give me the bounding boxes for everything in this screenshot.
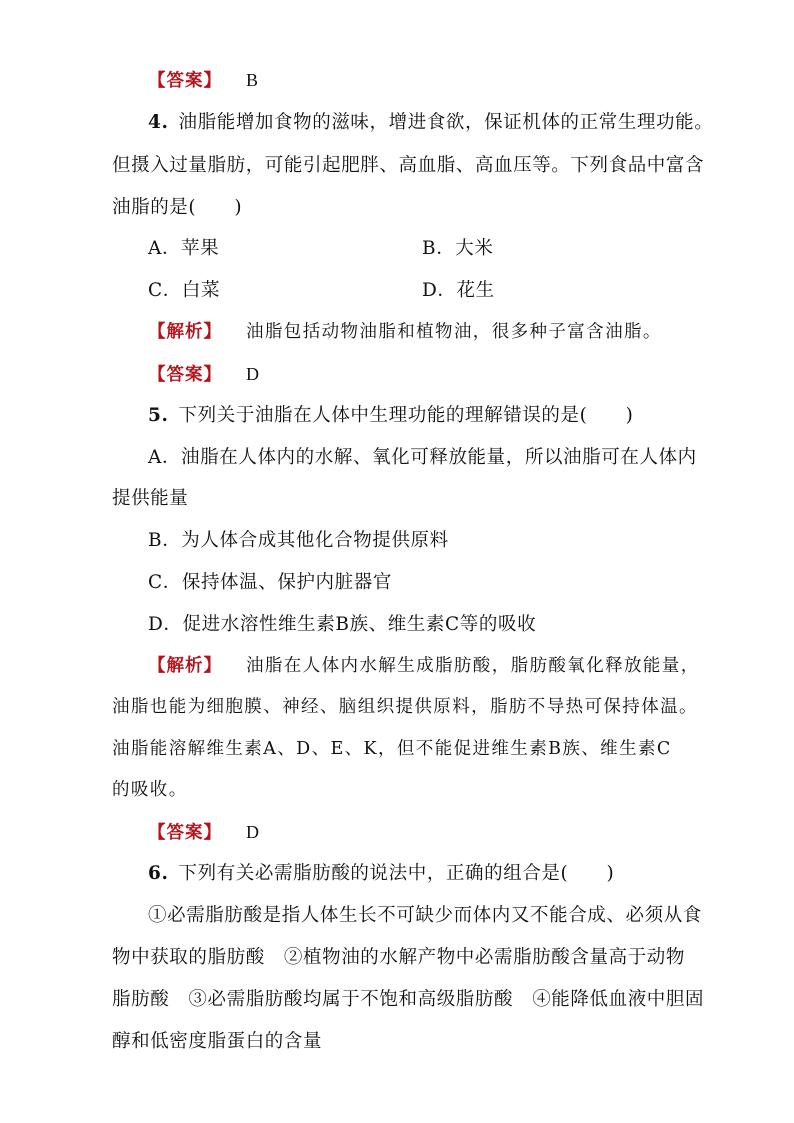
q5-option-d: D．促进水溶性维生素B族、维生素C等的吸收 <box>148 614 537 635</box>
q4-number: 4. <box>148 112 169 133</box>
q4-answer-row <box>148 362 260 387</box>
q4-stem-text1: 油脂能增加食物的滋味，增进食欲，保证机体的正常生理功能。 <box>178 112 714 133</box>
q4-option-d: D．花生 <box>422 280 495 301</box>
q4-option-b: B．大米 <box>422 238 494 259</box>
q6-body-line2: 物中获取的脂肪酸 ②植物油的水解产物中必需脂肪酸含量高于动物 <box>112 947 686 968</box>
q5-stem-text: 下列关于油脂在人体中生理功能的理解错误的是( ) <box>178 405 634 426</box>
q5-number: 5. <box>148 405 169 426</box>
q5-option-a-line2: 提供能量 <box>112 488 189 509</box>
q5-stem <box>148 404 633 428</box>
q4-answer-value: D <box>246 364 260 384</box>
q6-stem-text: 下列有关必需脂肪酸的说法中，正确的组合是( ) <box>178 863 615 884</box>
q5-analysis-row <box>148 654 700 678</box>
q5-option-a-line1: A．油脂在人体内的水解、氧化可释放能量，所以油脂可在人体内 <box>148 447 697 468</box>
q5-option-b: B．为人体合成其他化合物提供原料 <box>148 530 449 551</box>
q5-analysis-line2: 油脂也能为细胞膜、神经、脑组织提供原料，脂肪不导热可保持体温。 <box>112 697 698 717</box>
q4-stem-line3: 油脂的是( ) <box>112 197 243 218</box>
answer-label: 【答案】 <box>148 71 222 91</box>
q5-analysis-line3: 油脂能溶解维生素A、D、E、K，但不能促进维生素B族、维生素C <box>112 739 672 759</box>
answer-value: B <box>246 70 259 90</box>
q6-body-line4: 醇和低密度脂蛋白的含量 <box>112 1031 323 1052</box>
q5-analysis-line1: 油脂在人体内水解生成脂肪酸，脂肪酸氧化释放能量， <box>246 656 700 676</box>
q5-analysis-line4: 的吸收。 <box>112 780 188 800</box>
q4-stem-line1 <box>148 111 713 135</box>
q4-stem-line2: 但摄入过量脂肪，可能引起肥胖、高血脂、高血压等。下列食品中富含 <box>112 155 705 176</box>
answer-label: 【答案】 <box>148 365 222 385</box>
q6-body-line3: 脂肪酸 ③必需脂肪酸均属于不饱和高级脂肪酸 ④能降低血液中胆固 <box>112 989 705 1010</box>
q6-body-line1: ①必需脂肪酸是指人体生长不可缺少而体内又不能合成、必须从食 <box>148 905 702 926</box>
q6-number: 6. <box>148 863 169 884</box>
q5-answer-value: D <box>246 822 260 842</box>
answer-label: 【答案】 <box>148 823 222 843</box>
q5-option-c: C．保持体温、保护内脏器官 <box>148 572 392 593</box>
answer-row-prev <box>148 68 259 93</box>
q4-option-a: A．苹果 <box>148 238 220 259</box>
q4-analysis-text: 油脂包括动物油脂和植物油，很多种子富含油脂。 <box>246 322 662 342</box>
q6-stem <box>148 862 614 886</box>
q4-option-c: C．白菜 <box>148 280 221 301</box>
analysis-label: 【解析】 <box>148 656 222 676</box>
q4-analysis-row <box>148 320 662 344</box>
q5-answer-row <box>148 820 260 845</box>
analysis-label: 【解析】 <box>148 322 222 342</box>
